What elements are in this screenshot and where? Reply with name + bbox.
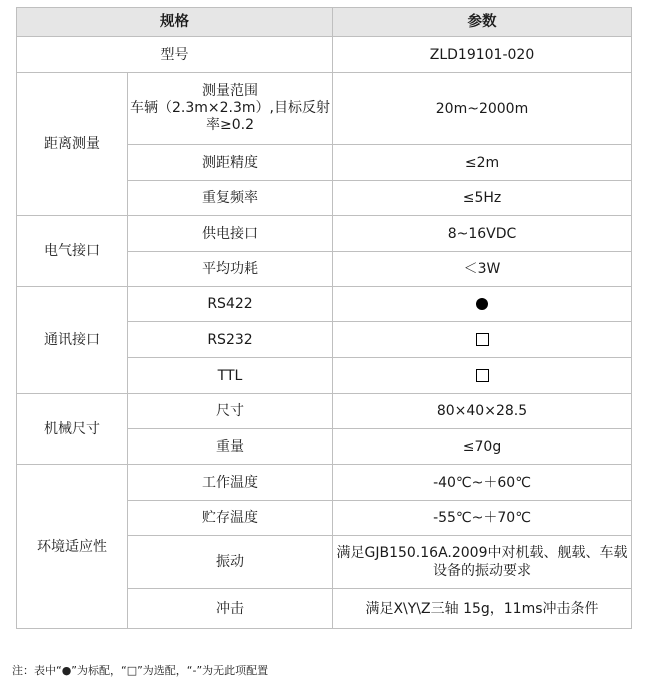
table-row xyxy=(17,287,632,322)
environment-label-3: 冲击 xyxy=(128,589,333,629)
environment-value-3: 满足X\Y\Z三轴 15g，11ms冲击条件 xyxy=(333,589,632,629)
mechanical-label-1: 重量 xyxy=(128,429,333,465)
footnote: 注：表中“●”为标配，“□”为选配，“-”为无此项配置 xyxy=(12,664,269,677)
electrical-label-0: 供电接口 xyxy=(128,216,333,252)
comm-value-0 xyxy=(333,287,632,322)
group-mechanical: 机械尺寸 xyxy=(17,394,128,465)
optional-box-icon xyxy=(476,333,489,346)
model-label: 型号 xyxy=(17,37,333,73)
range-value-2: ≤5Hz xyxy=(333,181,632,216)
mechanical-label-0: 尺寸 xyxy=(128,394,333,429)
range-label-0-text: 测量范围 车辆（2.3m×2.3m）,目标反射率≥0.2 xyxy=(130,83,330,133)
environment-value-0: -40℃~＋60℃ xyxy=(333,465,632,501)
comm-label-1: RS232 xyxy=(128,322,333,358)
header-param: 参数 xyxy=(333,8,632,37)
group-range: 距离测量 xyxy=(17,73,128,216)
table-row xyxy=(17,73,632,145)
table-row xyxy=(17,465,632,501)
header-spec: 规格 xyxy=(17,8,333,37)
environment-label-2: 振动 xyxy=(128,536,333,589)
range-value-0: 20m~2000m xyxy=(333,73,632,145)
comm-value-1 xyxy=(333,322,632,358)
optional-box-icon xyxy=(476,369,489,382)
group-environment: 环境适应性 xyxy=(17,465,128,629)
range-label-0 xyxy=(128,73,333,145)
comm-label-0: RS422 xyxy=(128,287,333,322)
range-label-1: 测距精度 xyxy=(128,145,333,181)
mechanical-value-0: 80×40×28.5 xyxy=(333,394,632,429)
comm-value-2 xyxy=(333,358,632,394)
standard-dot-icon xyxy=(476,298,488,310)
electrical-label-1: 平均功耗 xyxy=(128,252,333,287)
electrical-value-0: 8~16VDC xyxy=(333,216,632,252)
mechanical-value-1: ≤70g xyxy=(333,429,632,465)
environment-label-1: 贮存温度 xyxy=(128,501,333,536)
electrical-value-1: ＜3W xyxy=(333,252,632,287)
model-value: ZLD19101-020 xyxy=(333,37,632,73)
environment-label-0: 工作温度 xyxy=(128,465,333,501)
spec-table xyxy=(16,7,632,629)
environment-value-1: -55℃~＋70℃ xyxy=(333,501,632,536)
table-row xyxy=(17,37,632,73)
environment-value-2: 满足GJB150.16A.2009中对机载、舰载、车载设备的振动要求 xyxy=(333,536,632,589)
table-row xyxy=(17,216,632,252)
header-row xyxy=(17,8,632,37)
group-electrical: 电气接口 xyxy=(17,216,128,287)
range-value-1: ≤2m xyxy=(333,145,632,181)
comm-label-2: TTL xyxy=(128,358,333,394)
range-label-2: 重复频率 xyxy=(128,181,333,216)
table-row xyxy=(17,394,632,429)
group-comm: 通讯接口 xyxy=(17,287,128,394)
